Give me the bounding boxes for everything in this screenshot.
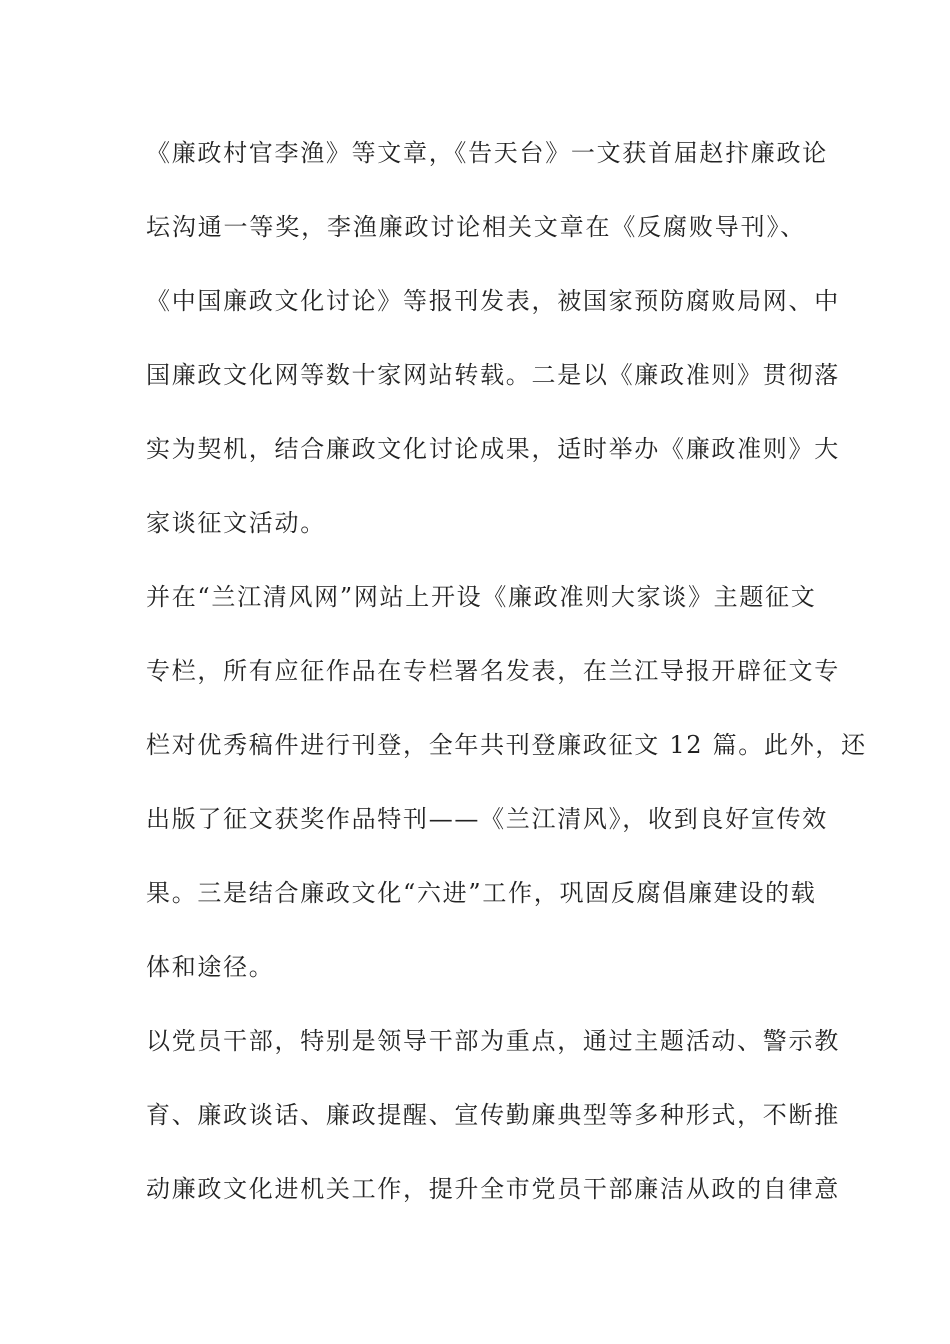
text-line: 国廉政文化网等数十家网站转载。二是以《廉政准则》贯彻落 <box>146 361 840 389</box>
text-line: 栏对优秀稿件进行刊登，全年共刊登廉政征文 12 篇。此外，还 <box>146 731 867 759</box>
text-line: 果。三是结合廉政文化“六进”工作，巩固反腐倡廉建设的载 <box>146 879 817 907</box>
text-line: 实为契机，结合廉政文化讨论成果，适时举办《廉政准则》大 <box>146 435 840 463</box>
text-line: 体和途径。 <box>146 953 275 981</box>
paragraph-1 <box>146 116 840 560</box>
text-line: 《廉政村官李渔》等文章，《告天台》一文获首届赵抃廉政论 <box>146 139 828 167</box>
text-line: 育、廉政谈话、廉政提醒、宣传勤廉典型等多种形式，不断推 <box>146 1101 840 1129</box>
text-line: 动廉政文化进机关工作，提升全市党员干部廉洁从政的自律意 <box>146 1175 840 1203</box>
text-line: 并在“兰江清风网”网站上开设《廉政准则大家谈》主题征文 <box>146 583 817 611</box>
text-line: 专栏，所有应征作品在专栏署名发表，在兰江导报开辟征文专 <box>146 657 840 685</box>
text-line: 以党员干部，特别是领导干部为重点，通过主题活动、警示教 <box>146 1027 840 1055</box>
paragraph-3 <box>146 1004 840 1226</box>
text-line: 出版了征文获奖作品特刊——《兰江清风》，收到良好宣传效 <box>146 805 828 833</box>
text-line: 家谈征文活动。 <box>146 509 326 537</box>
text-line: 《中国廉政文化讨论》等报刊发表，被国家预防腐败局网、中 <box>146 287 840 315</box>
text-line: 坛沟通一等奖，李渔廉政讨论相关文章在《反腐败导刊》、 <box>146 213 806 241</box>
paragraph-2 <box>146 560 867 1004</box>
